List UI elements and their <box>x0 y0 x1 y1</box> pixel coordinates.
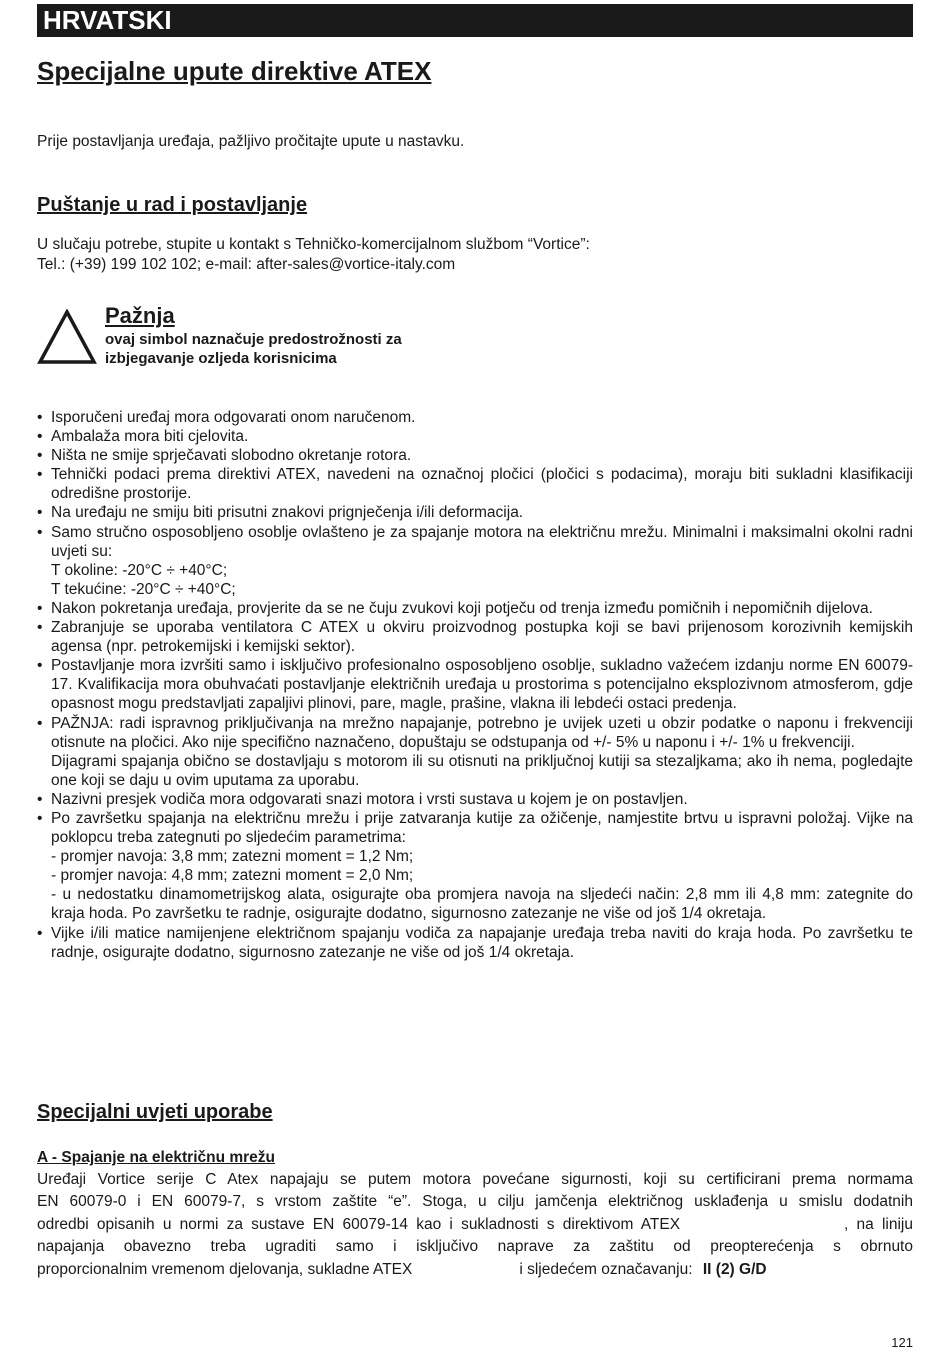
list-item <box>37 427 913 446</box>
list-item <box>37 523 913 599</box>
list-item <box>37 714 913 790</box>
list-item-subline: - u nedostatku dinamometrijskog alata, osigurajte oba promjera navoja na sljedeći način: 2,8 mm ili 4,8 mm: zategnite do kraja hoda. Po završetku te radnje, osigurajte dodatno, sigurnosno zatezanje ne više od još 1/4 okretaja. <box>51 886 913 923</box>
list-item <box>37 924 913 962</box>
paragraph-line-part: i sljedećem označavanju: <box>519 1260 693 1278</box>
list-item <box>37 446 913 465</box>
list-item <box>37 599 913 618</box>
atex-marking: II (2) G/D <box>702 1260 767 1278</box>
contact-line: U slučaju potrebe, stupite u kontakt s Tehničko-komercijalnom službom “Vortice”: <box>37 236 590 253</box>
page-title: Specijalne upute direktive ATEX <box>37 56 432 86</box>
electrical-connection-subheading: A - Spajanje na električnu mrežu <box>37 1149 276 1166</box>
contact-info <box>37 235 590 275</box>
list-item <box>37 618 913 656</box>
contact-line: Tel.: (+39) 199 102 102; e-mail: after-sales@vortice-italy.com <box>37 256 456 273</box>
list-item-subline: T okoline: -20°C ÷ +40°C; <box>51 561 228 579</box>
warning-line: ovaj simbol naznačuje predostrožnosti za <box>105 331 402 348</box>
list-item-text: Nakon pokretanja uređaja, provjerite da se ne čuju zvukovi koji potječu od trenja između pomičnih i nepomičnih dijelova. <box>51 599 873 617</box>
list-item-text: PAŽNJA: radi ispravnog priključivanja na mrežno napajanje, potrebno je uvijek uzeti u obzir podatke o naponu i frekvenciji otisnute na pločici. Ako nije specifično naznačeno, dopuštaju se odstupanja od +/- 5% u naponu i +/- 1% u frekvenciji. <box>51 714 913 751</box>
installation-heading: Puštanje u rad i postavljanje <box>37 194 308 216</box>
list-item-text: Postavljanje mora izvršiti samo i isključivo profesionalno osposobljeno osoblje, sukladno važećem izdanju norme EN 60079-17. Kvalifikacija mora obuhvaćati postavljanje električnih uređaja u prostorima s potencijalno eksplozivnom atmosferom, gdje opasnost mogu predstavljati zapaljivi plinovi, pare, magle, prašine, vlakna ili lebdeći ostaci predenja. <box>51 657 913 713</box>
intro-text: Prije postavljanja uređaja, pažljivo pročitajte upute u nastavku. <box>37 133 465 150</box>
list-item-subline: - promjer navoja: 4,8 mm; zatezni moment = 2,0 Nm; <box>51 867 414 885</box>
paragraph-line: napajanja obavezno treba ugraditi samo i isključivo naprave za zaštitu od preopterećenja s obrnuto <box>37 1238 913 1256</box>
language-banner: HRVATSKI <box>37 4 913 37</box>
special-conditions-heading: Specijalni uvjeti uporabe <box>37 1101 273 1123</box>
list-item-text: Nazivni presjek vodiča mora odgovarati snazi motora i vrsti sustava u kojem je on postavljen. <box>51 790 688 808</box>
electrical-connection-paragraph <box>37 1169 913 1281</box>
list-item <box>37 656 913 713</box>
page-number: 121 <box>891 1335 913 1350</box>
warning-line: izbjegavanje ozljeda korisnicima <box>105 350 337 367</box>
warning-title: Pažnja <box>105 303 175 328</box>
list-item-text: Vijke i/ili matice namijenjene električnom spajanju vodiča za napajanje uređaja treba naviti do kraja hoda. Po završetku te radnje, osigurajte dodatno, sigurnosno zatezanje ne više od još 1/4 okretaja. <box>51 924 913 961</box>
list-item-text: Tehnički podaci prema direktivi ATEX, navedeni na označnoj pločici (pločici s podacima), moraju biti sukladni klasifikaciji odredišne prostorije. <box>51 466 913 503</box>
paragraph-last-line <box>37 1259 913 1281</box>
list-item <box>37 790 913 809</box>
list-item <box>37 465 913 503</box>
paragraph-line: Uređaji Vortice serije C Atex napajaju se putem motora povećane sigurnosti, koji su certificirani prema normama <box>37 1171 913 1188</box>
list-item <box>37 809 913 924</box>
list-item-subline: T tekućine: -20°C ÷ +40°C; <box>51 580 236 598</box>
list-item <box>37 408 913 427</box>
list-item-subline: Dijagrami spajanja obično se dostavljaju s motorom ili su otisnuti na priključnoj kutiji sa stezaljkama; ako ih nema, pogledajte one koji se daju u ovim uputama za uporabu. <box>51 752 913 789</box>
paragraph-line-part: proporcionalnim vremenom djelovanja, sukladne ATEX <box>37 1260 413 1278</box>
list-item-subline: - promjer navoja: 3,8 mm; zatezni moment = 1,2 Nm; <box>51 848 414 866</box>
list-item-text: Ništa ne smije sprječavati slobodno okretanje rotora. <box>51 447 412 465</box>
list-item-text: Isporučeni uređaj mora odgovarati onom naručenom. <box>51 409 416 426</box>
paragraph-line: EN 60079-0 i EN 60079-7, s vrstom zaštite “e”. Stoga, u cilju jamčenja električnog usklađenja u smislu dodatnih <box>37 1193 913 1211</box>
warning-triangle-icon <box>37 309 97 365</box>
paragraph-line: odredbi opisanih u normi za sustave EN 60079-14 kao i sukladnosti s direktivom ATEX , na liniju <box>37 1215 913 1233</box>
list-item-text: Samo stručno osposobljeno osoblje ovlašteno je za spajanje motora na električnu mrežu. Minimalni i maksimalni okolni radni uvjeti su: <box>51 523 913 560</box>
warning-text <box>105 330 485 368</box>
list-item-text: Na uređaju ne smiju biti prisutni znakovi prignječenja i/ili deformacija. <box>51 504 524 522</box>
list-item-text: Po završetku spajanja na električnu mrežu i prije zatvaranja kutije za ožičenje, namjestite brtvu u ispravni položaj. Vijke na poklopcu treba zategnuti po sljedećim parametrima: <box>51 809 913 847</box>
list-item-text: Zabranjuje se uporaba ventilatora C ATEX u okviru proizvodnog postupka koji se bavi prijenosom korozivnih kemijskih agensa (npr. petrokemijski i kemijski sektor). <box>51 619 913 656</box>
list-item <box>37 503 913 522</box>
list-item-text: Ambalaža mora biti cjelovita. <box>51 428 249 446</box>
requirements-list <box>37 408 913 962</box>
